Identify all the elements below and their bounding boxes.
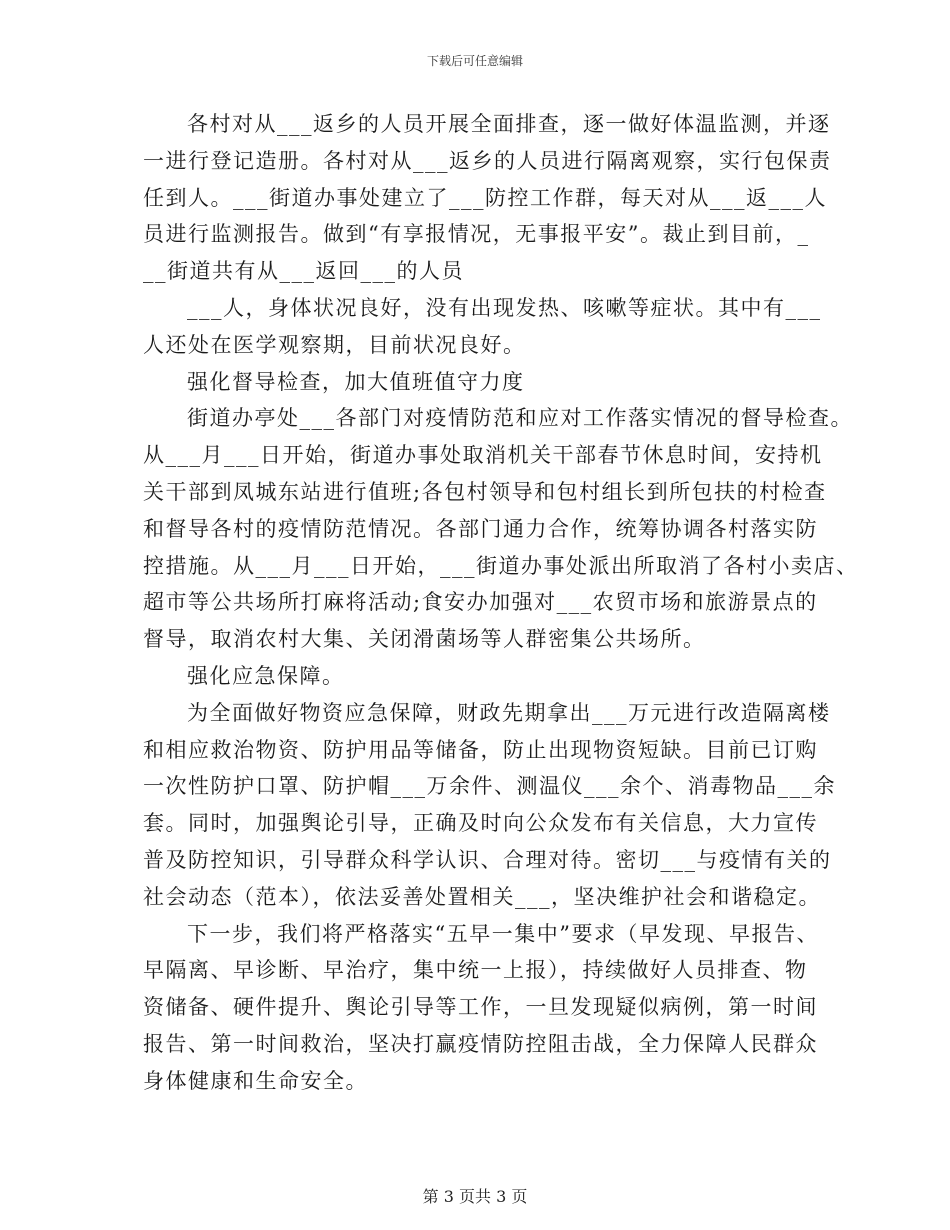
text-line: 员进行监测报告。做到“有享报情况，无事报平安”。裁止到目前，_ bbox=[143, 222, 810, 247]
page-header: 下载后可任意编辑 bbox=[426, 54, 523, 68]
text-line: 社会动态（范本），依法妥善处置相关___，坚决维护社会和谐稳定。 bbox=[143, 884, 821, 909]
text-line: 街道办亭处___各部门对疫情防范和应对工作落实情况的督导检查。 bbox=[187, 406, 853, 431]
text-line: 普及防控知识，引导群众科学认识、合理对待。密切___与疫情有关的 bbox=[143, 847, 832, 872]
text-line: ___人，身体状况良好，没有出现发热、咳嗽等症状。其中有___ bbox=[187, 295, 822, 320]
text-line: 关干部到凤城东站进行值班;各包村领导和包村组长到所包扶的村检查 bbox=[143, 479, 827, 504]
text-line: 早隔离、早诊断、早治疗，集中统一上报），持续做好人员排查、物 bbox=[143, 958, 808, 983]
text-line: 控措施。从___月___日开始，___街道办事处派出所取消了各村小卖店、 bbox=[143, 553, 859, 578]
text-line: 报告、第一时间救治，坚决打赢疫情防控阻击战，全力保障人民群众 bbox=[143, 1031, 818, 1056]
text-line: 身体健康和生命安全。 bbox=[143, 1068, 368, 1093]
text-line: 为全面做好物资应急保障，财政先期拿出___万元进行改造隔离楼 bbox=[187, 700, 831, 725]
text-line: 从___月___日开始，街道办事处取消机关干部春节休息时间，安持机 bbox=[143, 443, 823, 468]
text-line: 一进行登记造册。各村对从___返乡的人员进行隔离观察，实行包保责 bbox=[143, 148, 832, 173]
text-line: 督导，取消农村大集、关闭滑菌场等人群密集公共场所。 bbox=[143, 627, 706, 652]
document-body bbox=[143, 106, 859, 1100]
text-line: 套。同时，加强舆论引导，正确及时向公众发布有关信息，大力宣传 bbox=[143, 811, 818, 836]
text-line: 各村对从___返乡的人员开展全面排查，逐一做好体温监测，并逐 bbox=[187, 112, 831, 136]
text-line: 下一步，我们将严格落实“五早一集中”要求（早发现、早报告、 bbox=[187, 921, 819, 946]
section-heading: 强化应急保障。 bbox=[187, 663, 345, 688]
text-line: 人还处在医学观察期，目前状况良好。 bbox=[143, 332, 526, 357]
text-line: 一次性防护口罩、防护帽___万余件、测温仪___余个、消毒物品___余 bbox=[143, 774, 836, 799]
text-line: 和相应救治物资、防护用品等储备，防止出现物资短缺。目前已订购 bbox=[143, 737, 818, 762]
text-line: __街道共有从___返回___的人员 bbox=[143, 259, 464, 284]
page-footer: 第 3 页共 3 页 bbox=[422, 1187, 528, 1206]
text-line: 资储备、硬件提升、舆论引导等工作，一旦发现疑似病例，第一时间 bbox=[143, 995, 818, 1020]
text-line: 任到人。___街道办事处建立了___防控工作群，每天对从___返___人 bbox=[143, 185, 827, 210]
text-line: 超市等公共场所打麻将活动;食安办加强对___农贸市场和旅游景点的 bbox=[143, 590, 818, 615]
section-heading: 强化督导检查，加大值班值守力度 bbox=[187, 369, 525, 394]
text-line: 和督导各村的疫情防范情况。各部门通力合作，统筹协调各村落实防 bbox=[143, 516, 818, 541]
